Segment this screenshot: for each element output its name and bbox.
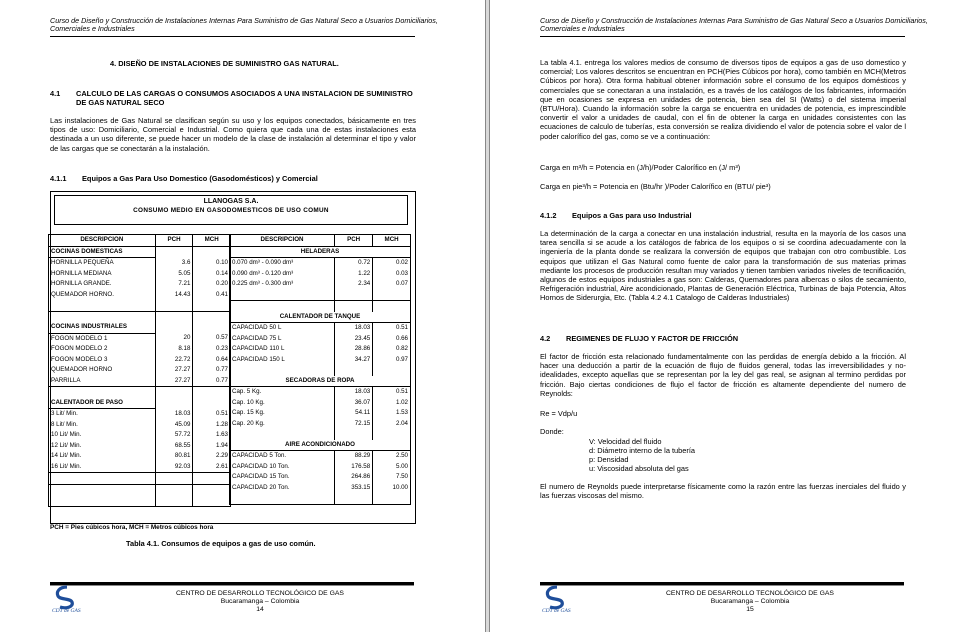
page-number: 14 — [256, 606, 264, 614]
cell-pch: 45.09 — [155, 420, 193, 431]
reynolds-equation: Re = Vdp/u — [540, 409, 578, 418]
cell-description: PARRILLA — [49, 376, 156, 387]
cell-pch: 57.72 — [155, 430, 193, 441]
section-number: 4.2 — [540, 334, 551, 343]
table-row — [49, 430, 231, 441]
table-row — [230, 451, 411, 462]
cell-pch: 80.81 — [155, 451, 193, 462]
subsection-number: 4.1.2 — [540, 211, 557, 220]
footer-rule — [540, 582, 904, 586]
cell-pch: 0.72 — [335, 258, 373, 269]
cell-description — [49, 387, 156, 398]
var-u: u: Viscosidad absoluta del gas — [589, 464, 689, 473]
cell-description — [230, 290, 335, 301]
section-number: 4.1 — [50, 89, 61, 98]
cell-mch: 2.04 — [373, 419, 411, 430]
cell-pch — [155, 246, 193, 258]
cell-description: 0.225 dm³ - 0.300 dm³ — [230, 279, 335, 290]
cell-pch — [335, 429, 373, 440]
paragraph-1: La tabla 4.1. entrega los valores medios de consumo de diversos tipos de equipos a gas de uso domestico y comercial; Los valores descritos se encuentran en PCH(Pies Cúbicos por hora), como también en MCH(Metros Cúbicos por hora). Otra forma habitual obtener información sobre el consumo de los equipos domésticos y comerciales que se conectaran a una instalación, es a través de los catálogos de los fabricantes, información que en ocasiones se expresa en unidades de potencia, bien sea del SI (Watts) o del sistema imperial (BTU/Hora). Cuando la información sobre la carga se encuentra en unidades de potencia, es imprescindible convertir el valor a unidades de caudal, con el fin de obtener la carga en unidades consistentes con las ecuaciones de calculo de tuberías, esta conversión se realiza dividiendo el valor de potencia sobre el valor de l poder calorífico del gas, como se ve a continuación: — [540, 58, 906, 141]
table-note: PCH = Pies cúbicos hora, MCH = Metros cúbicos hora — [50, 524, 214, 531]
cell-description: HORNILLA PEQUEÑA — [49, 258, 156, 269]
table-row — [49, 333, 231, 344]
intro-paragraph: Las instalaciones de Gas Natural se clasifican según su uso y los equipos conectados, básicamente en tres tipos de uso: Domiciliario, Comercial e Industrial. Como quiera que cada una de estas instalaciones esta destinada a un uso diferente, se puede hacer un modelo de la clase de instalación al determinar el tipo y valor de las cargas que se conectarán a la instalación. — [50, 116, 416, 153]
table-row — [49, 311, 231, 322]
cell-pch — [335, 365, 373, 376]
cell-mch — [373, 365, 411, 376]
table-row — [49, 279, 231, 290]
table-row — [49, 462, 231, 473]
cell-description: FOGON MODELO 2 — [49, 344, 156, 355]
cell-mch: 0.97 — [373, 355, 411, 366]
cell-pch — [155, 398, 193, 409]
footer-city: Bucaramanga – Colombia — [220, 598, 300, 606]
cdt-logo-icon — [50, 585, 84, 613]
cell-description: Cap. 20 Kg. — [230, 419, 335, 430]
cell-pch: 28.86 — [335, 344, 373, 355]
cell-description: CAPACIDAD 150 L — [230, 355, 335, 366]
cell-pch: 14.43 — [155, 290, 193, 301]
page-14 — [0, 0, 484, 632]
cell-pch: 68.55 — [155, 441, 193, 452]
footer-rule — [50, 582, 414, 586]
table-row — [230, 323, 411, 334]
cell-pch: 7.21 — [155, 279, 193, 290]
cell-mch: 0.64 — [193, 355, 231, 366]
cell-description — [49, 484, 156, 495]
cell-mch: 2.50 — [373, 451, 411, 462]
cell-description: CAPACIDAD 5 Ton. — [230, 451, 335, 462]
table-row — [230, 493, 411, 504]
cell-mch — [373, 429, 411, 440]
cell-mch — [193, 322, 231, 333]
cell-description: CAPACIDAD 75 L — [230, 334, 335, 345]
cell-pch: PCH — [155, 235, 193, 247]
cell-mch: 5.00 — [373, 462, 411, 473]
cell-description: CAPACIDAD 50 L — [230, 323, 335, 334]
subsection-title: Equipos a Gas Para Uso Domestico (Gasodomésticos) y Comercial — [82, 174, 318, 183]
cell-description: 8 Lit/ Min. — [49, 420, 156, 431]
cell-mch: 0.51 — [373, 323, 411, 334]
cell-description: HORNILLA GRANDE. — [49, 279, 156, 290]
table-section-header: HELADERAS — [230, 246, 411, 258]
cell-pch: 23.45 — [335, 334, 373, 345]
paragraph-2: La determinación de la carga a conectar en una instalación industrial, resulta en la mayoría de los casos una tarea sencilla si se acude a los catálogos de fabrica de los equipos o si se coordina adecuadamente con la ingeniería de la planta donde se realizara la conversión de equipos que trabajan con otro combustible. Los equipos que utilizan el Gas Natural como fuente de calor para la transformación de sus materias primas mediante los procesos de producción resultan muy variados y tienen tambien variados niveles de tecnificación, algunos de estos equipos industriales a gas son: Calderas, Quemadores para albercas o silos de secamiento, Refrigeración industrial, Aire acondicionado, Plantas de Generación Eléctrica, Turbinas de baja Potencia, Altos Hornos de Siderurgia, Etc. (Tabla 4.2 4.1 Catalogo de Calderas Industriales) — [540, 229, 906, 303]
cell-pch: 20 — [155, 333, 193, 344]
subsection-number: 4.1.1 — [50, 174, 67, 183]
table-row — [49, 355, 231, 366]
cell-mch — [193, 311, 231, 322]
cell-description — [230, 493, 335, 504]
cell-pch: 18.03 — [335, 387, 373, 398]
equation-ft3-text: Carga en pie³/h = Potencia en (Btu/hr )/Poder Calorífico en (BTU/ pie³) — [540, 182, 771, 191]
cell-description: CAPACIDAD 110 L — [230, 344, 335, 355]
table-row — [230, 312, 411, 323]
cell-mch: 0.14 — [193, 269, 231, 280]
table-section-header: AIRE ACONDICIONADO — [230, 440, 411, 451]
cell-pch: 27.27 — [155, 365, 193, 376]
cell-pch: 27.27 — [155, 376, 193, 387]
table-row — [49, 409, 231, 420]
cell-mch: MCH — [373, 235, 411, 247]
table-row — [230, 462, 411, 473]
cell-pch — [335, 493, 373, 504]
table-row — [230, 398, 411, 409]
cell-pch — [155, 484, 193, 495]
cell-pch: 72.15 — [335, 419, 373, 430]
cell-mch: 1.02 — [373, 398, 411, 409]
table-row — [49, 441, 231, 452]
cell-mch: 10.00 — [373, 483, 411, 494]
cell-description — [49, 311, 156, 322]
cell-pch — [155, 473, 193, 485]
table-row — [49, 365, 231, 376]
cell-description: 14 Lit/ Min. — [49, 451, 156, 462]
cell-pch: 34.27 — [335, 355, 373, 366]
table-row — [230, 440, 411, 451]
cell-mch: 0.10 — [193, 258, 231, 269]
cell-pch: 36.07 — [335, 398, 373, 409]
section-title: REGIMENES DE FLUJO Y FACTOR DE FRICCIÓN — [566, 334, 739, 343]
table-section-header: CALENTADOR DE TANQUE — [230, 312, 411, 323]
cell-description: CAPACIDAD 10 Ton. — [230, 462, 335, 473]
svg-text:CDT de GAS: CDT de GAS — [542, 608, 571, 613]
cell-description: Cap. 10 Kg. — [230, 398, 335, 409]
cell-mch: 0.57 — [193, 333, 231, 344]
cell-description — [49, 473, 156, 485]
table-row — [49, 387, 231, 398]
cell-pch: 2.34 — [335, 279, 373, 290]
cell-mch: 0.03 — [373, 269, 411, 280]
cell-description: 0.090 dm³ - 0.120 dm³ — [230, 269, 335, 280]
footer-text — [110, 590, 410, 615]
table-row — [230, 279, 411, 290]
cell-mch: 0.23 — [193, 344, 231, 355]
svg-text:CDT de GAS: CDT de GAS — [52, 608, 81, 613]
cell-mch: MCH — [193, 235, 231, 247]
cell-mch: 1.63 — [193, 430, 231, 441]
cell-mch: 0.77 — [193, 365, 231, 376]
cell-description: FOGON MODELO 1 — [49, 333, 156, 344]
cell-mch: 0.51 — [373, 387, 411, 398]
cell-pch: 54.11 — [335, 408, 373, 419]
table-row — [230, 355, 411, 366]
cell-description: HORNILLA MEDIANA — [49, 269, 156, 280]
cell-description: QUEMADOR HORNO — [49, 365, 156, 376]
cell-mch — [373, 290, 411, 301]
cell-mch — [373, 493, 411, 504]
table-row — [49, 398, 231, 409]
cell-mch — [193, 246, 231, 258]
header-rule — [50, 36, 415, 37]
cell-mch: 0.41 — [193, 290, 231, 301]
cell-pch — [335, 290, 373, 301]
cell-description: Cap. 5 Kg. — [230, 387, 335, 398]
cell-description: DESCRIPCION — [230, 235, 335, 247]
table-row — [49, 300, 231, 311]
cell-mch: 2.61 — [193, 462, 231, 473]
cell-description: CALENTADOR DE PASO — [49, 398, 156, 409]
table-title-box — [54, 195, 408, 225]
cell-pch: PCH — [335, 235, 373, 247]
page-header: Curso de Diseño y Construcción de Instalaciones Internas Para Suministro de Gas Natural Seco a Usuarios Domiciliarios, Comerciales e Industriales — [540, 16, 928, 34]
cdt-logo-icon — [540, 585, 574, 613]
cell-mch: 0.77 — [193, 376, 231, 387]
cell-description — [49, 300, 156, 311]
cell-mch: 7.50 — [373, 472, 411, 483]
table-row — [230, 269, 411, 280]
header-rule — [540, 36, 905, 37]
table-row — [230, 365, 411, 376]
cell-mch: 1.53 — [373, 408, 411, 419]
table-row — [49, 495, 231, 506]
cell-pch: 92.03 — [155, 462, 193, 473]
var-d: d: Diámetro interno de la tubería — [589, 446, 695, 455]
page-header: Curso de Diseño y Construcción de Instalaciones Internas Para Suministro de Gas Natural Seco a Usuarios Domiciliarios, Comerciales e Industriales — [50, 16, 438, 34]
table-row — [49, 246, 231, 258]
cell-mch: 2.29 — [193, 451, 231, 462]
cell-mch: 0.51 — [193, 409, 231, 420]
subsection-title: Equipos a Gas para uso Industrial — [572, 211, 692, 220]
consumption-table-right — [229, 234, 411, 505]
equation-ft3 — [540, 182, 906, 191]
table-row — [230, 301, 411, 312]
table-row — [49, 420, 231, 431]
cell-mch: 0.82 — [373, 344, 411, 355]
cell-mch: 1.28 — [193, 420, 231, 431]
cell-description: COCINAS INDUSTRIALES — [49, 322, 156, 333]
table-row — [230, 483, 411, 494]
equation-m3-text: Carga en m³/h = Potencia en (J/h)/Poder Calorífico en (J/ m³) — [540, 163, 741, 172]
page-15 — [490, 0, 976, 632]
cell-pch — [155, 495, 193, 506]
cell-pch: 176.58 — [335, 462, 373, 473]
cell-pch: 353.15 — [335, 483, 373, 494]
table-row — [230, 334, 411, 345]
cell-mch: 0.20 — [193, 279, 231, 290]
cell-description: QUEMADOR HORNO. — [49, 290, 156, 301]
cell-description: CAPACIDAD 20 Ton. — [230, 483, 335, 494]
cell-mch: 1.94 — [193, 441, 231, 452]
table-row — [49, 344, 231, 355]
table-row — [230, 387, 411, 398]
cell-pch: 3.6 — [155, 258, 193, 269]
cell-pch — [155, 300, 193, 311]
cell-pch: 18.03 — [335, 323, 373, 334]
cell-pch: 88.29 — [335, 451, 373, 462]
table-company: LLANOGAS S.A. — [203, 198, 259, 205]
cell-mch — [193, 398, 231, 409]
cell-mch — [193, 387, 231, 398]
page-number: 15 — [746, 606, 754, 614]
cell-mch: 0.02 — [373, 258, 411, 269]
cell-pch — [155, 387, 193, 398]
cell-description: 0.070 dm³ - 0.090 dm³ — [230, 258, 335, 269]
cell-pch: 18.03 — [155, 409, 193, 420]
cell-mch — [373, 301, 411, 312]
cell-mch — [193, 484, 231, 495]
table-row — [49, 376, 231, 387]
chapter-title: 4. DISEÑO DE INSTALACIONES DE SUMINISTRO GAS NATURAL. — [110, 59, 339, 68]
cell-mch: 0.66 — [373, 334, 411, 345]
cell-mch — [193, 495, 231, 506]
paragraph-3: El factor de fricción esta relacionado fundamentalmente con las perdidas de energía debido a la fricción. Al hacer una deducción a partir de la ecuación de flujo de fluidos general, todas las irreversibilidades y no-idealidades, excepto aquellas que se representan por la ley del gas real, se asignan al termino perdidas por fricción. Bajo ciertas condiciones de flujo el factor de fricción es altamente dependiente del numero de Reynolds: — [540, 352, 906, 398]
cell-description: FOGON MODELO 3 — [49, 355, 156, 366]
footer-org: CENTRO DE DESARROLLO TECNOLÓGICO DE GAS — [666, 590, 834, 597]
table-row — [230, 472, 411, 483]
table-row — [49, 258, 231, 269]
cell-mch — [193, 300, 231, 311]
table-row — [49, 290, 231, 301]
table-row — [230, 246, 411, 258]
footer-city: Bucaramanga – Colombia — [710, 598, 790, 606]
cell-description — [230, 429, 335, 440]
cell-pch — [155, 311, 193, 322]
cell-pch — [155, 322, 193, 333]
cell-pch: 264.86 — [335, 472, 373, 483]
paragraph-4: El numero de Reynolds puede interpretarse físicamente como la razón entre las fuerzas inerciales del fluido y las fuerzas viscosas del mismo. — [540, 482, 906, 501]
cell-description: 10 Lit/ Min. — [49, 430, 156, 441]
table-row — [230, 290, 411, 301]
footer-org: CENTRO DE DESARROLLO TECNOLÓGICO DE GAS — [176, 590, 344, 597]
var-v: V: Velocidad del fluido — [589, 437, 662, 446]
table-row — [230, 344, 411, 355]
table-row — [230, 408, 411, 419]
cell-pch: 22.72 — [155, 355, 193, 366]
table-row — [230, 419, 411, 430]
footer-text — [600, 590, 900, 615]
cell-description: Cap. 15 Kg. — [230, 408, 335, 419]
cell-pch — [335, 301, 373, 312]
table-row — [49, 322, 231, 333]
table-row — [49, 473, 231, 485]
cell-description: 12 Lit/ Min. — [49, 441, 156, 452]
table-row — [49, 269, 231, 280]
equation-m3 — [540, 163, 906, 172]
cell-description — [230, 365, 335, 376]
cell-description: DESCRIPCION — [49, 235, 156, 247]
table-row — [49, 484, 231, 495]
var-p: p: Densidad — [589, 455, 629, 464]
consumption-table-left — [48, 234, 231, 507]
table-row — [230, 235, 411, 247]
section-title: CALCULO DE LAS CARGAS O CONSUMOS ASOCIADOS A UNA INSTALACION DE SUMINISTRO DE GAS NATURAL SECO — [76, 89, 413, 108]
table-row — [230, 376, 411, 387]
table-row — [230, 429, 411, 440]
cell-description: 3 Lit/ Min. — [49, 409, 156, 420]
table-row — [49, 235, 231, 247]
cell-description: CAPACIDAD 15 Ton. — [230, 472, 335, 483]
cell-mch — [193, 473, 231, 485]
cell-description: 16 Lit/ Min. — [49, 462, 156, 473]
table-row — [230, 258, 411, 269]
table-section-header: SECADORAS DE ROPA — [230, 376, 411, 387]
table-subtitle: CONSUMO MEDIO EN GASODOMESTICOS DE USO COMUN — [133, 207, 329, 214]
table-row — [49, 451, 231, 462]
cell-mch: 0.07 — [373, 279, 411, 290]
cell-pch: 5.05 — [155, 269, 193, 280]
cell-pch: 1.22 — [335, 269, 373, 280]
cell-description — [230, 301, 335, 312]
cell-description: COCINAS DOMESTICAS — [49, 246, 156, 258]
table-caption: Tabla 4.1. Consumos de equipos a gas de uso común. — [126, 539, 316, 548]
cell-description — [49, 495, 156, 506]
donde-label: Donde: — [540, 427, 564, 436]
cell-pch: 8.18 — [155, 344, 193, 355]
